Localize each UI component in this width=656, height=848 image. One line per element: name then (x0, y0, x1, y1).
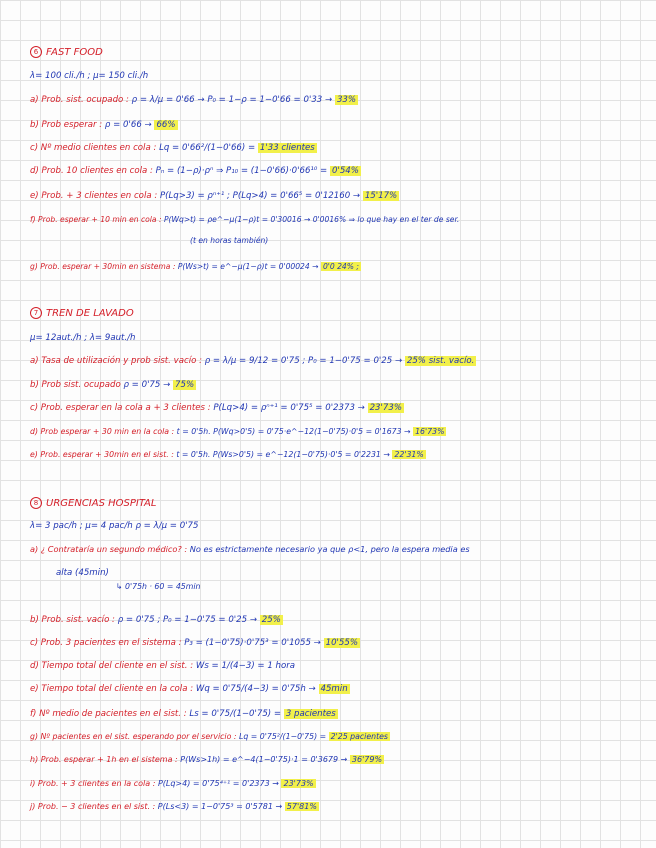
item-formula: t = 0'5h. P(Ws>0'5) = e^−12(1−0'75)·0'5 = 0'2231 → (176, 450, 390, 459)
item-8a-note: ↳ 0'75h · 60 = 45min (116, 582, 201, 591)
item-result: 3 pacientes (285, 709, 336, 719)
section-7-params: μ= 12aut./h ; λ= 9aut./h (30, 333, 136, 343)
item-8i (30, 778, 316, 790)
item-formula: P(Lq>4) = 0'75⁴⁺¹ = 0'2373 → (157, 779, 279, 788)
item-label: c) Prob. esperar en la cola a + 3 clientes : (30, 403, 211, 413)
item-formula: ρ = 0'75 → (123, 380, 171, 390)
item-label: i) Prob. + 3 clientes en la cola : (30, 779, 156, 788)
item-6c (30, 142, 317, 154)
item-result: 75% (175, 380, 195, 390)
section-8-params: λ= 3 pac/h ; μ= 4 pac/h ρ = λ/μ = 0'75 (30, 521, 199, 531)
section-number: 8 (30, 497, 42, 509)
item-formula: No es estrictamente necesario ya que ρ<1, pero la espera media es (189, 544, 470, 554)
item-result: 45min (320, 684, 348, 694)
item-label: h) Prob. esperar + 1h en el sistema : (30, 755, 178, 764)
item-6f (30, 214, 459, 226)
item-label: a) ¿ Contrataría un segundo médico? : (30, 544, 188, 554)
item-label: g) Prob. esperar + 30min en sistema : (30, 262, 176, 271)
item-formula: P₃ = (1−0'75)·0'75³ = 0'1055 → (184, 638, 321, 648)
item-formula: Wq = 0'75/(4−3) = 0'75h → (195, 684, 316, 694)
item-8c (30, 637, 360, 649)
item-formula: Ws = 1/(4−3) = 1 hora (195, 661, 296, 671)
item-label: e) Tiempo total del cliente en la cola : (30, 684, 194, 694)
item-formula: P(Wq>t) = ρe^−μ(1−ρ)t = 0'30016 → 0'0016% ⇒ lo que hay en el ter de ser. (163, 215, 460, 224)
item-7d (30, 426, 446, 438)
item-result: 0'54% (331, 166, 359, 176)
item-label: e) Prob. esperar + 30min en el sist. : (30, 450, 174, 459)
section-title: FAST FOOD (46, 47, 103, 58)
item-6f-note: (t en horas también) (190, 236, 269, 245)
item-formula: ρ = λ/μ = 9/12 = 0'75 ; P₀ = 1−0'75 = 0'25 → (204, 356, 403, 366)
item-label: c) Prob. 3 pacientes en el sistema : (30, 638, 182, 648)
section-6-heading (30, 46, 103, 59)
item-result: 25% sist. vacío. (406, 356, 475, 366)
item-8f (30, 708, 338, 720)
section-7-heading (30, 307, 134, 320)
item-result: 16'73% (415, 427, 445, 436)
item-label: b) Prob. sist. vacío : (30, 615, 115, 625)
item-8g (30, 731, 390, 743)
item-label: b) Prob sist. ocupado (30, 380, 121, 390)
item-7a (30, 355, 476, 367)
item-label: f) Prob. esperar + 10 min en cola : (30, 215, 162, 224)
item-result: 36'79% (351, 755, 383, 764)
item-formula: ρ = 0'75 ; P₀ = 1−0'75 = 0'25 → (117, 615, 258, 625)
item-label: j) Prob. − 3 clientes en el sist. : (30, 802, 156, 811)
item-8d (30, 660, 295, 672)
item-8b (30, 614, 283, 626)
item-label: d) Tiempo total del cliente en el sist. : (30, 661, 194, 671)
item-formula: Pₙ = (1−ρ)·ρⁿ ⇒ P₁₀ = (1−0'66)·0'66¹⁰ = (155, 166, 328, 176)
item-8j (30, 801, 319, 813)
section-number: 6 (30, 46, 42, 58)
item-result: 66% (156, 120, 176, 130)
item-6e (30, 190, 399, 202)
item-formula: Lq = 0'66²/(1−0'66) = (159, 143, 256, 153)
item-result: 25% (261, 615, 281, 625)
item-result: 1'33 clientes (259, 143, 315, 153)
item-formula: Lq = 0'75²/(1−0'75) = (238, 732, 327, 741)
item-formula: P(Lq>3) = ρⁿ⁺¹ ; P(Lq>4) = 0'66⁵ = 0'12160 → (159, 191, 361, 201)
item-7e (30, 449, 426, 461)
item-6b (30, 119, 178, 131)
item-6d (30, 165, 361, 177)
item-8e (30, 683, 350, 695)
item-7b (30, 379, 196, 391)
item-formula: ρ = 0'66 → (104, 120, 152, 130)
section-title: URGENCIAS HOSPITAL (46, 498, 157, 509)
item-result: 57'81% (286, 802, 317, 811)
section-8-heading (30, 497, 156, 510)
item-8h (30, 754, 384, 766)
item-8a-cont: alta (45min) (56, 568, 109, 578)
item-label: g) Nº pacientes en el sist. esperando por el servicio : (30, 732, 237, 741)
item-formula: P(Ls<3) = 1−0'75³ = 0'5781 → (157, 802, 283, 811)
item-result: 0'0 24% ; (322, 262, 359, 271)
item-result: 33% (336, 95, 357, 105)
item-label: c) Nº medio clientes en cola : (30, 143, 157, 153)
section-title: TREN DE LAVADO (46, 308, 134, 319)
item-result: 15'17% (364, 191, 398, 201)
section-number: 7 (30, 307, 42, 319)
item-result: 22'31% (394, 450, 424, 459)
item-formula: P(Ws>t) = e^−μ(1−ρ)t = 0'00024 → (177, 262, 319, 271)
section-6-params: λ= 100 cli./h ; μ= 150 cli./h (30, 71, 149, 81)
item-result: 23'73% (283, 779, 314, 788)
item-6a (30, 94, 358, 106)
item-formula: t = 0'5h. P(Wq>0'5) = 0'75·e^−12(1−0'75)·0'5 = 0'1673 → (176, 427, 411, 436)
item-label: a) Tasa de utilización y prob sist. vacío : (30, 356, 202, 366)
item-6g (30, 261, 361, 273)
item-8a (30, 543, 470, 555)
item-label: e) Prob. + 3 clientes en cola : (30, 191, 158, 201)
item-label: d) Prob. 10 clientes en cola : (30, 166, 153, 176)
item-label: d) Prob esperar + 30 min en la cola : (30, 427, 175, 436)
item-formula: ρ = λ/μ = 0'66 → P₀ = 1−ρ = 1−0'66 = 0'33 → (131, 95, 333, 105)
item-formula: P(Lq>4) = ρⁿ⁺¹ = 0'75⁵ = 0'2373 → (213, 403, 365, 413)
item-result: 10'55% (325, 638, 359, 648)
item-result: 2'25 pacientes (330, 732, 388, 741)
item-formula: Ls = 0'75/(1−0'75) = (189, 709, 282, 719)
item-result: 23'73% (369, 403, 402, 413)
item-label: f) Nº medio de pacientes en el sist. : (30, 709, 187, 719)
item-formula: P(Ws>1h) = e^−4(1−0'75)·1 = 0'3679 → (180, 755, 348, 764)
item-label: a) Prob. sist. ocupado : (30, 95, 129, 105)
item-label: b) Prob esperar : (30, 120, 103, 130)
item-7c (30, 402, 404, 414)
